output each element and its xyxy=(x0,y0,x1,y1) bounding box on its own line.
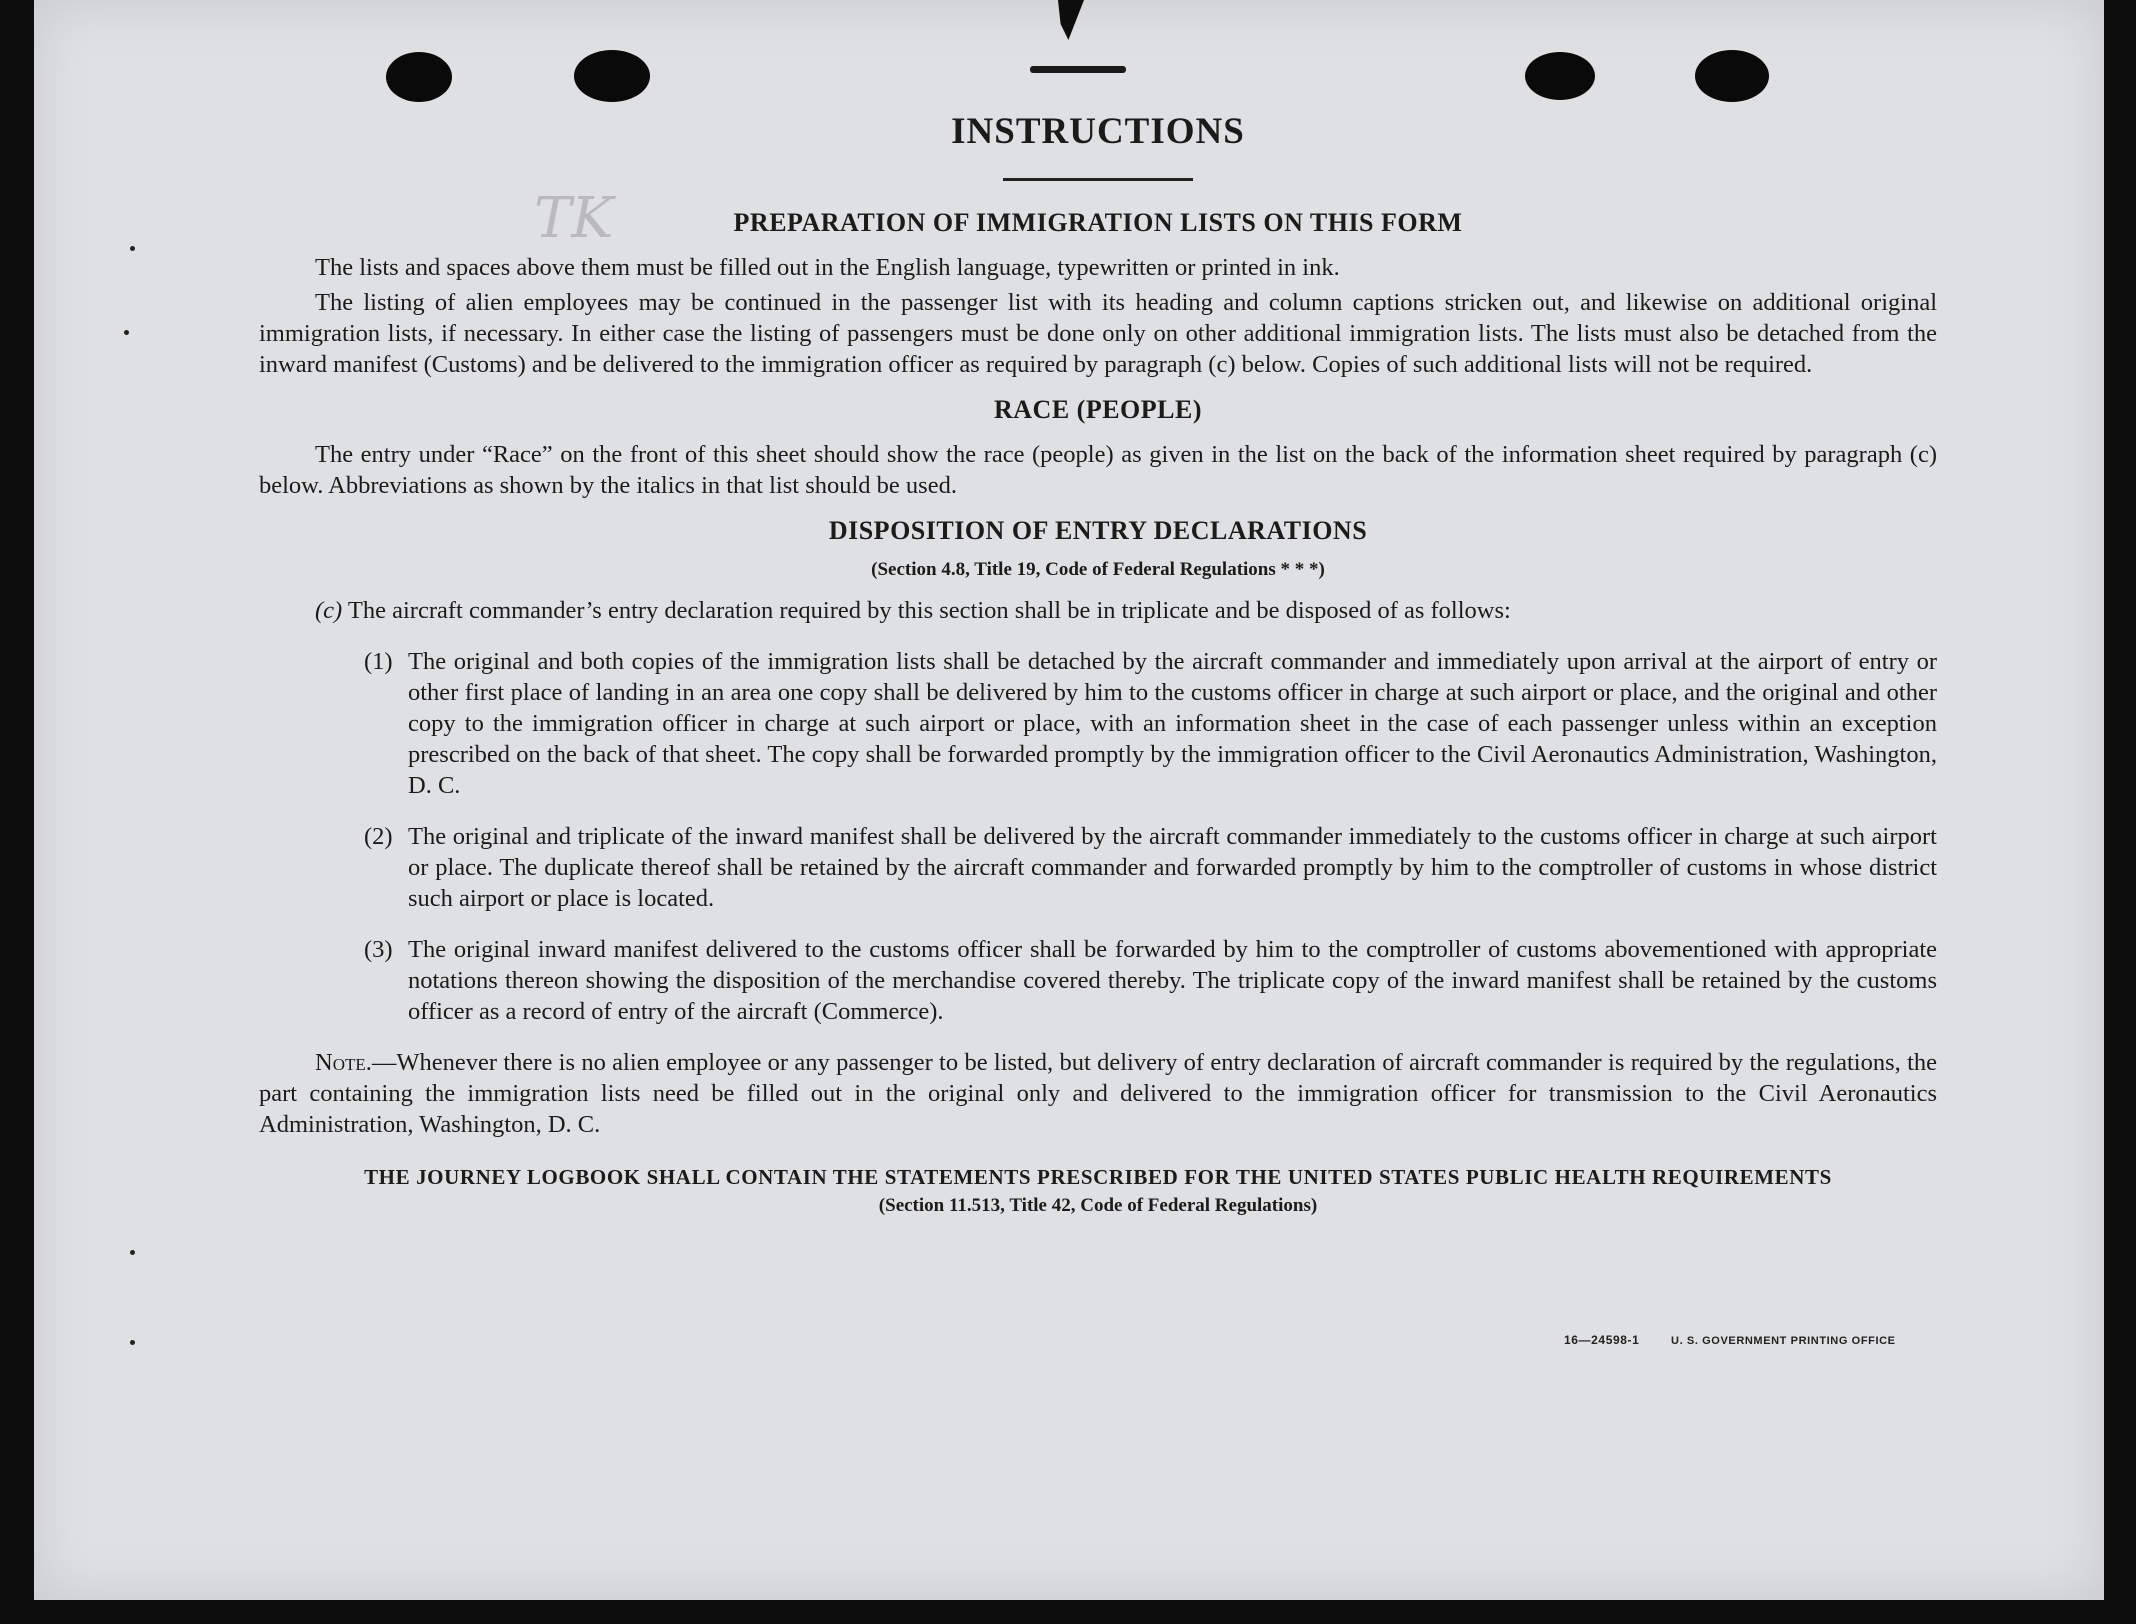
tear-mark xyxy=(1030,66,1126,73)
title-rule xyxy=(1003,178,1193,181)
printer-name: U. S. GOVERNMENT PRINTING OFFICE xyxy=(1671,1335,1896,1347)
disposition-heading: DISPOSITION OF ENTRY DECLARATIONS xyxy=(828,516,1368,545)
disposition-item-2 xyxy=(364,821,1937,914)
item-text: The original and both copies of the immigration lists shall be detached by the aircraft commander and immediately upon arrival at the airport of entry or other first place of landing in an area one copy shall be delivered by him to the customs officer in charge at such airport or place, and the original and other copy to the immigration officer in charge at such airport or place, with an information sheet in the case of each passenger unless within an exception prescribed on the back of that sheet. The copy shall be forwarded promptly by the immigration officer to the Civil Aeronautics Administration, Washington, D. C. xyxy=(408,648,1937,799)
page-title: INSTRUCTIONS xyxy=(951,111,1245,152)
paragraph-c-label: (c) xyxy=(315,597,343,624)
disposition-item-3 xyxy=(364,934,1937,1027)
margin-dot xyxy=(130,1340,135,1345)
note-text: —Whenever there is no alien employee or any passenger to be listed, but delivery of entry declaration of aircraft commander is required by the regulations, the part containing the immigration lists need be filled out in the original only and delivered to the immigration officer for transmission to the Civil Aeronautics Administration, Washington, D. C. xyxy=(259,1049,1937,1138)
margin-dot xyxy=(130,246,135,251)
item-number: (1) xyxy=(364,648,393,675)
punch-hole-left-1 xyxy=(386,52,452,102)
punch-hole-right-2 xyxy=(1695,50,1769,102)
race-paragraph: The entry under “Race” on the front of this sheet should show the race (people) as given in the list on the back of the information sheet required by paragraph (c) below. Abbreviations as shown by the italics in that list should be used. xyxy=(259,441,1937,499)
item-number: (2) xyxy=(364,823,393,850)
preparation-heading: PREPARATION OF IMMIGRATION LISTS ON THIS FORM xyxy=(733,208,1463,237)
form-code: 16—24598-1 xyxy=(1564,1333,1640,1347)
torn-notch xyxy=(1058,0,1084,40)
margin-dot xyxy=(124,330,129,335)
pencil-annotation: TK xyxy=(534,186,614,251)
race-heading: RACE (PEOPLE) xyxy=(994,395,1202,424)
paragraph-c-text: The aircraft commander’s entry declaration required by this section shall be in triplicate and be disposed of as follows: xyxy=(347,597,1511,624)
punch-hole-left-2 xyxy=(574,50,650,102)
punch-hole-right-1 xyxy=(1525,52,1595,100)
health-requirements-statement: THE JOURNEY LOGBOOK SHALL CONTAIN THE STATEMENTS PRESCRIBED FOR THE UNITED STATES PUBLIC HEALTH REQUIREMENTS xyxy=(364,1165,1832,1189)
preparation-paragraph-1: The lists and spaces above them must be filled out in the English language, typewritten or printed in ink. xyxy=(315,254,1340,281)
printer-imprint xyxy=(1564,1333,1896,1347)
document-page xyxy=(34,0,2104,1600)
item-text: The original and triplicate of the inward manifest shall be delivered by the aircraft commander immediately to the customs officer in charge at such airport or place. The duplicate thereof shall be retained by the aircraft commander and forwarded promptly by him to the comptroller of customs in whose district such airport or place is located. xyxy=(408,823,1937,912)
note-paragraph xyxy=(259,1047,1937,1140)
preparation-paragraph-2: The listing of alien employees may be continued in the passenger list with its heading and column captions stricken out, and likewise on additional original immigration lists, if necessary. In either case the listing of passengers must be done only on other additional immigration lists. The lists must also be detached from the inward manifest (Customs) and be delivered to the immigration officer as required by paragraph (c) below. Copies of such additional lists will not be required. xyxy=(259,289,1937,378)
health-requirements-citation: (Section 11.513, Title 42, Code of Federal Regulations) xyxy=(878,1195,1318,1216)
item-number: (3) xyxy=(364,936,393,963)
disposition-citation: (Section 4.8, Title 19, Code of Federal Regulations * * *) xyxy=(871,559,1325,580)
paragraph-c xyxy=(315,595,1937,626)
instructions-body xyxy=(259,100,1937,1220)
note-label: Note. xyxy=(315,1049,372,1076)
item-text: The original inward manifest delivered to the customs officer shall be forwarded by him to the comptroller of customs abovementioned with appropriate notations thereon showing the disposition of the merchandise covered thereby. The triplicate copy of the inward manifest shall be retained by the customs officer as a record of entry of the aircraft (Commerce). xyxy=(408,936,1937,1025)
disposition-item-1 xyxy=(364,646,1937,801)
margin-dot xyxy=(130,1250,135,1255)
